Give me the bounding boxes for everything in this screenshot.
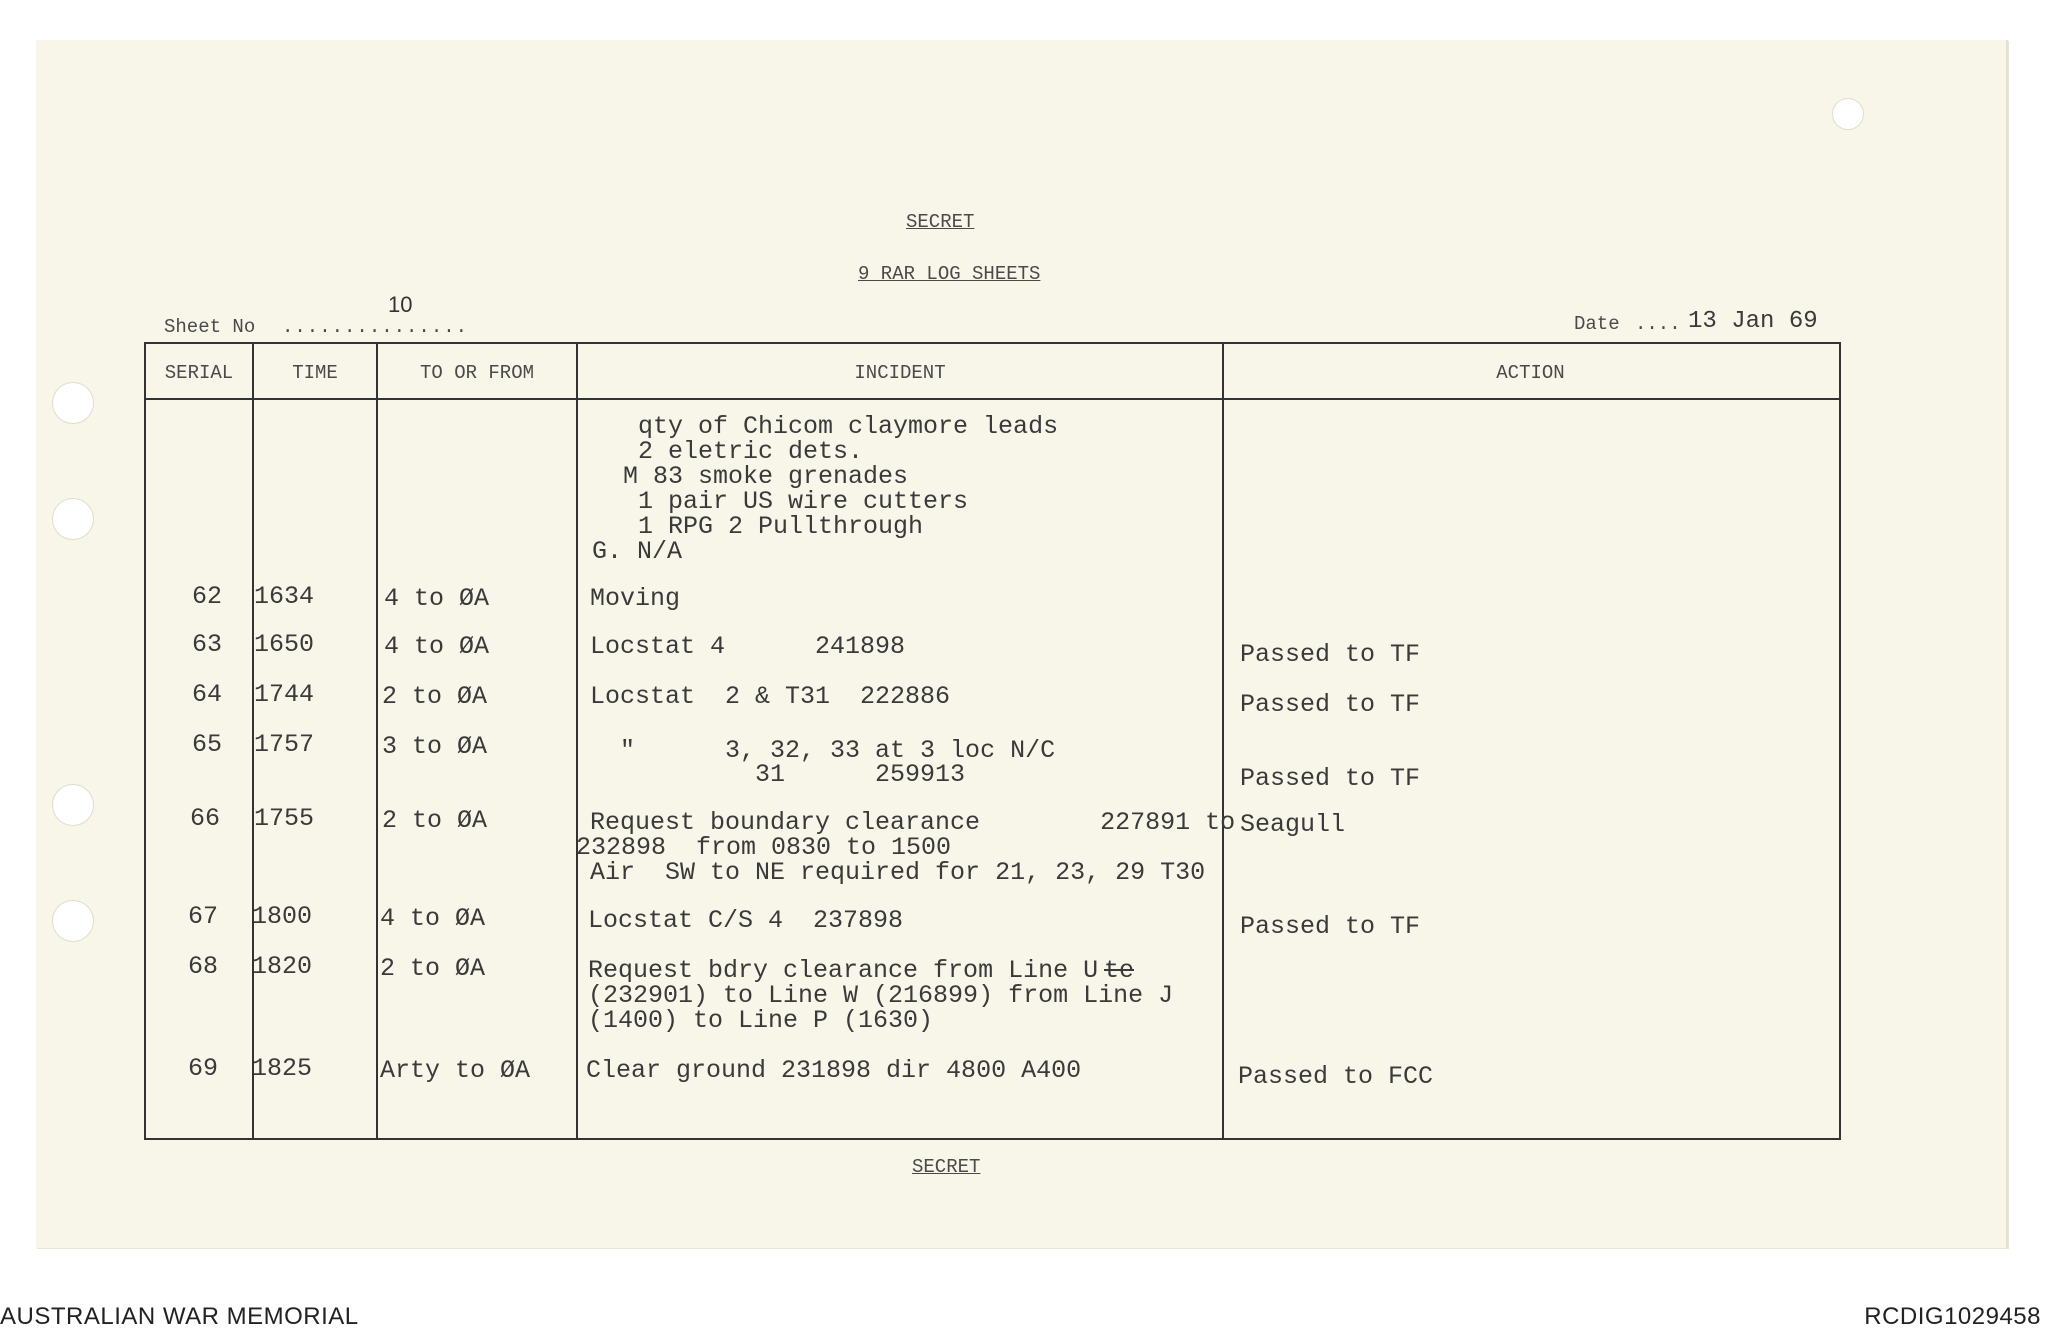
- serial-cell: 68: [188, 952, 219, 981]
- column-divider: [376, 344, 378, 1138]
- archive-credit: AUSTRALIAN WAR MEMORIAL: [0, 1303, 359, 1330]
- punch-hole: [1832, 98, 1864, 130]
- action-cell: Passed to TF: [1240, 640, 1421, 669]
- to-from-cell: 4 to ØA: [384, 584, 490, 613]
- continuation-line: qty of Chicom claymore leads: [638, 412, 1059, 441]
- continuation-line: G. N/A: [592, 537, 683, 566]
- archive-reference: RCDIG1029458: [1864, 1303, 2041, 1330]
- serial-cell: 62: [192, 582, 223, 611]
- sheet-number-dots: ...............: [282, 316, 469, 338]
- incident-line: Request bdry clearance from Line U: [588, 956, 1099, 985]
- col-header-serial: SERIAL: [164, 362, 234, 384]
- incident-line: 232898 from 0830 to 1500: [576, 833, 952, 862]
- punch-hole: [52, 498, 94, 540]
- col-header-to-or-from: TO OR FROM: [419, 362, 535, 384]
- continuation-line: 2 eletric dets.: [638, 437, 864, 466]
- to-from-cell: Arty to ØA: [380, 1056, 531, 1085]
- incident-line: (1400) to Line P (1630): [588, 1006, 934, 1035]
- incident-line: Air SW to NE required for 21, 23, 29 T30: [590, 858, 1206, 887]
- incident-line: (232901) to Line W (216899) from Line J: [588, 981, 1174, 1010]
- to-from-cell: 2 to ØA: [382, 682, 488, 711]
- strikethrough-mark: te: [1104, 956, 1135, 985]
- to-from-cell: 4 to ØA: [380, 904, 486, 933]
- incident-line: Moving: [590, 584, 681, 613]
- time-cell: 1755: [254, 804, 315, 833]
- page-title: 9 RAR LOG SHEETS: [858, 263, 1041, 285]
- time-cell: 1757: [254, 730, 315, 759]
- action-cell: Passed to TF: [1240, 690, 1421, 719]
- to-from-cell: 3 to ØA: [382, 732, 488, 761]
- continuation-line: 1 pair US wire cutters: [638, 487, 969, 516]
- time-cell: 1744: [254, 680, 315, 709]
- incident-line: Locstat 2 & T31 222886: [590, 682, 951, 711]
- to-from-cell: 4 to ØA: [384, 632, 490, 661]
- action-cell: Passed to FCC: [1238, 1062, 1434, 1091]
- col-header-action: ACTION: [1496, 362, 1565, 384]
- classification-top: SECRET: [906, 211, 975, 233]
- serial-cell: 67: [188, 902, 219, 931]
- date-label: Date: [1574, 313, 1620, 335]
- action-cell: Seagull: [1240, 810, 1346, 839]
- serial-cell: 63: [192, 630, 223, 659]
- time-cell: 1634: [254, 582, 315, 611]
- punch-hole: [52, 784, 94, 826]
- serial-cell: 64: [192, 680, 223, 709]
- incident-line: Clear ground 231898 dir 4800 A400: [586, 1056, 1082, 1085]
- serial-cell: 69: [188, 1054, 219, 1083]
- punch-hole: [52, 900, 94, 942]
- incident-line: Locstat 4 241898: [590, 632, 906, 661]
- incident-line: " 3, 32, 33 at 3 loc N/C: [590, 736, 1056, 765]
- sheet-number-label: Sheet No: [164, 316, 256, 338]
- serial-cell: 65: [192, 730, 223, 759]
- continuation-line: 1 RPG 2 Pullthrough: [638, 512, 924, 541]
- serial-cell: 66: [190, 804, 221, 833]
- incident-line: 31 259913: [590, 760, 966, 789]
- header-divider: [146, 398, 1839, 400]
- incident-line: Locstat C/S 4 237898: [588, 906, 904, 935]
- to-from-cell: 2 to ØA: [382, 806, 488, 835]
- classification-bottom: SECRET: [912, 1156, 981, 1178]
- column-divider: [1222, 344, 1224, 1138]
- time-cell: 1825: [252, 1054, 313, 1083]
- action-cell: Passed to TF: [1240, 764, 1421, 793]
- sheet-number: 10: [388, 292, 413, 317]
- time-cell: 1820: [252, 952, 313, 981]
- column-divider: [576, 344, 578, 1138]
- to-from-cell: 2 to ØA: [380, 954, 486, 983]
- col-header-time: TIME: [292, 362, 338, 384]
- punch-hole: [52, 382, 94, 424]
- date-dots: ....: [1635, 313, 1681, 335]
- action-cell: Passed to TF: [1240, 912, 1421, 941]
- time-cell: 1800: [252, 902, 313, 931]
- time-cell: 1650: [254, 630, 315, 659]
- col-header-incident: INCIDENT: [854, 362, 946, 384]
- date-value: 13 Jan 69: [1688, 308, 1818, 335]
- continuation-line: M 83 smoke grenades: [623, 462, 909, 491]
- incident-line: Request boundary clearance 227891 to: [590, 808, 1236, 837]
- log-table: [144, 342, 1841, 1140]
